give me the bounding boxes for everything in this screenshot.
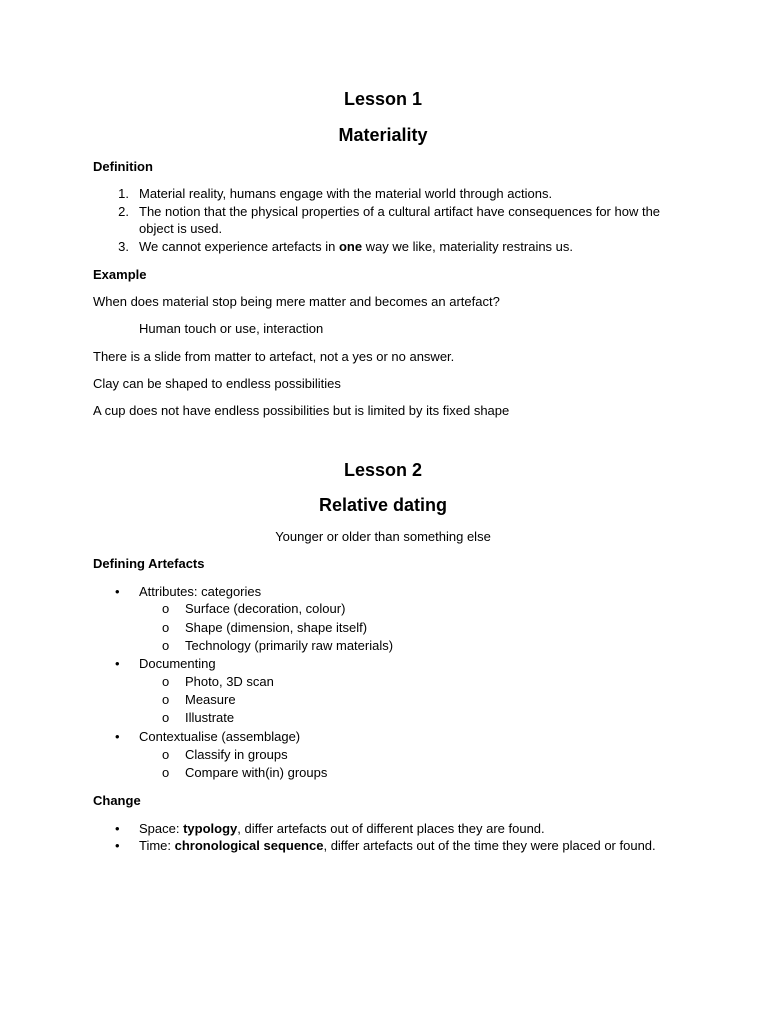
- sub-list-item: Illustrate: [185, 710, 235, 725]
- bold-term: one: [338, 239, 363, 254]
- list-item: [139, 820, 545, 838]
- sub-bullet-icon: o: [162, 710, 170, 725]
- example-indented-answer: Human touch or use, interaction: [139, 321, 324, 336]
- sub-list-item: Surface (decoration, colour): [185, 601, 346, 616]
- sub-list-item: Shape (dimension, shape itself): [185, 620, 368, 635]
- sub-list-item: Measure: [185, 692, 236, 707]
- defining-artefacts-heading: Defining Artefacts: [93, 556, 205, 571]
- bold-term: chronological sequence: [174, 838, 324, 853]
- text-run: , differ artefacts out of the time they were placed or found.: [323, 838, 656, 853]
- list-item: [139, 837, 656, 855]
- example-heading: Example: [93, 267, 147, 282]
- sub-bullet-icon: o: [162, 747, 170, 762]
- sub-bullet-icon: o: [162, 674, 170, 689]
- sub-bullet-icon: o: [162, 765, 170, 780]
- lesson2-subtitle: Relative dating: [318, 495, 448, 515]
- bullet-icon: •: [115, 838, 120, 853]
- list-item: Material reality, humans engage with the material world through actions.: [139, 186, 553, 201]
- example-question: When does material stop being mere matter and becomes an artefact?: [93, 294, 500, 309]
- sub-list-item: Classify in groups: [185, 747, 288, 762]
- lesson1-title: Lesson 1: [343, 89, 423, 109]
- list-number: 2.: [118, 204, 129, 219]
- sub-bullet-icon: o: [162, 638, 170, 653]
- text-run: , differ artefacts out of different places they are found.: [237, 821, 545, 836]
- list-item: [139, 238, 573, 256]
- list-item: Documenting: [139, 656, 216, 671]
- text-run: way we like, materiality restrains us.: [362, 239, 574, 254]
- change-heading: Change: [93, 793, 141, 808]
- paragraph: Clay can be shaped to endless possibilities: [93, 376, 341, 391]
- text-run: Time:: [139, 838, 175, 853]
- sub-bullet-icon: o: [162, 692, 170, 707]
- lesson2-tagline: Younger or older than something else: [275, 529, 491, 544]
- sub-bullet-icon: o: [162, 620, 170, 635]
- list-number: 3.: [118, 239, 129, 254]
- list-item: Contextualise (assemblage): [139, 729, 301, 744]
- text-run: We cannot experience artefacts in: [139, 239, 339, 254]
- text-run: Space:: [139, 821, 184, 836]
- list-item-continuation: object is used.: [139, 221, 223, 236]
- list-item: Attributes: categories: [139, 584, 262, 599]
- bullet-icon: •: [115, 656, 120, 671]
- bold-term: typology: [183, 821, 238, 836]
- paragraph: There is a slide from matter to artefact, not a yes or no answer.: [93, 349, 455, 364]
- lesson1-subtitle: Materiality: [338, 125, 428, 145]
- definition-heading: Definition: [93, 159, 153, 174]
- sub-bullet-icon: o: [162, 601, 170, 616]
- sub-list-item: Compare with(in) groups: [185, 765, 328, 780]
- sub-list-item: Technology (primarily raw materials): [185, 638, 394, 653]
- bullet-icon: •: [115, 729, 120, 744]
- lesson2-title: Lesson 2: [343, 460, 423, 480]
- list-number: 1.: [118, 186, 129, 201]
- bullet-icon: •: [115, 821, 120, 836]
- bullet-icon: •: [115, 584, 120, 599]
- paragraph: A cup does not have endless possibilities but is limited by its fixed shape: [93, 403, 510, 418]
- sub-list-item: Photo, 3D scan: [185, 674, 274, 689]
- list-item: The notion that the physical properties of a cultural artifact have consequences for how the: [139, 204, 661, 219]
